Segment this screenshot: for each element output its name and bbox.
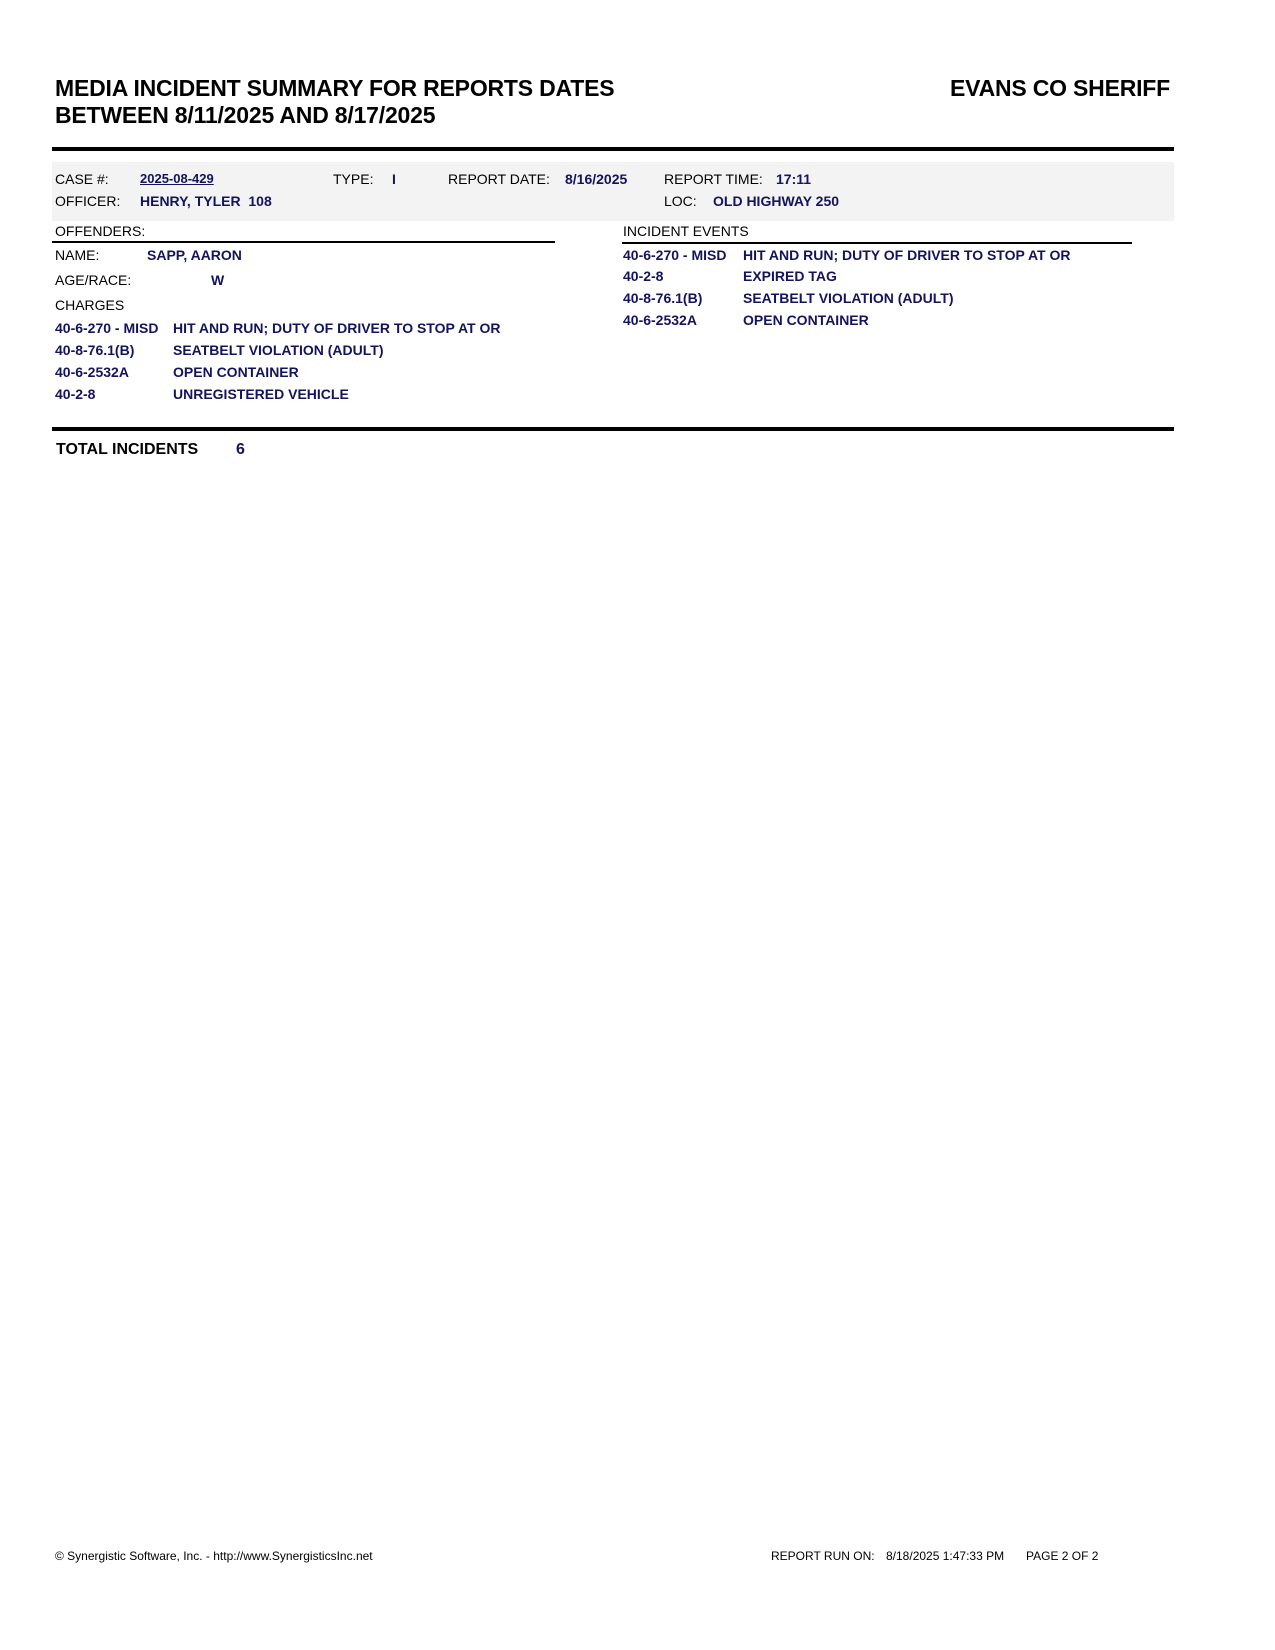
officer-value: HENRY, TYLER 108 [140,193,272,209]
event-description: OPEN CONTAINER [743,312,869,328]
charge-code: 40-6-2532A [55,364,129,380]
charges-label: CHARGES [55,297,125,313]
case-number-link[interactable]: 2025-08-429 [140,171,214,186]
report-run-on-value: 8/18/2025 1:47:33 PM [886,1549,1005,1563]
header-divider [52,147,1174,151]
type-value: I [392,171,396,187]
event-description: HIT AND RUN; DUTY OF DRIVER TO STOP AT OR [743,247,1071,263]
charge-code: 40-8-76.1(B) [55,342,135,358]
location-value: OLD HIGHWAY 250 [713,193,840,209]
charge-description: OPEN CONTAINER [173,364,299,380]
offenders-header-rule [52,241,555,243]
total-incidents-value: 6 [236,441,245,458]
offenders-header: OFFENDERS: [55,223,146,239]
type-label: TYPE: [333,171,374,187]
incident-events-header: INCIDENT EVENTS [623,223,749,239]
event-code: 40-6-2532A [623,312,697,328]
incident-events-header-rule [622,242,1132,244]
age-race-label: AGE/RACE: [55,272,132,288]
report-run-on-label: REPORT RUN ON: [771,1549,875,1563]
page-number: PAGE 2 OF 2 [1026,1549,1099,1563]
report-time-label: REPORT TIME: [664,171,763,187]
charge-description: SEATBELT VIOLATION (ADULT) [173,342,384,358]
charge-code: 40-2-8 [55,386,96,402]
event-description: EXPIRED TAG [743,268,837,284]
location-label: LOC: [664,193,697,209]
copyright-footer: © Synergistic Software, Inc. - http://www.SynergisticsInc.net [55,1549,373,1563]
charge-description: HIT AND RUN; DUTY OF DRIVER TO STOP AT OR [173,320,501,336]
section-divider [52,427,1174,431]
offender-name-value: SAPP, AARON [147,247,242,263]
report-title-line1: MEDIA INCIDENT SUMMARY FOR REPORTS DATES [55,75,615,101]
charge-description: UNREGISTERED VEHICLE [173,386,349,402]
event-code: 40-6-270 - MISD [623,247,727,263]
event-code: 40-8-76.1(B) [623,290,703,306]
agency-name: EVANS CO SHERIFF [950,75,1171,101]
age-race-value: W [211,272,225,288]
report-title-line2: BETWEEN 8/11/2025 AND 8/17/2025 [55,102,436,128]
charge-code: 40-6-270 - MISD [55,320,159,336]
event-code: 40-2-8 [623,268,664,284]
offender-name-label: NAME: [55,247,100,263]
report-time-value: 17:11 [776,171,812,187]
case-number-label: CASE #: [55,171,109,187]
event-description: SEATBELT VIOLATION (ADULT) [743,290,954,306]
officer-label: OFFICER: [55,193,121,209]
report-date-value: 8/16/2025 [565,171,628,187]
total-incidents-label: TOTAL INCIDENTS [56,441,199,458]
report-date-label: REPORT DATE: [448,171,550,187]
